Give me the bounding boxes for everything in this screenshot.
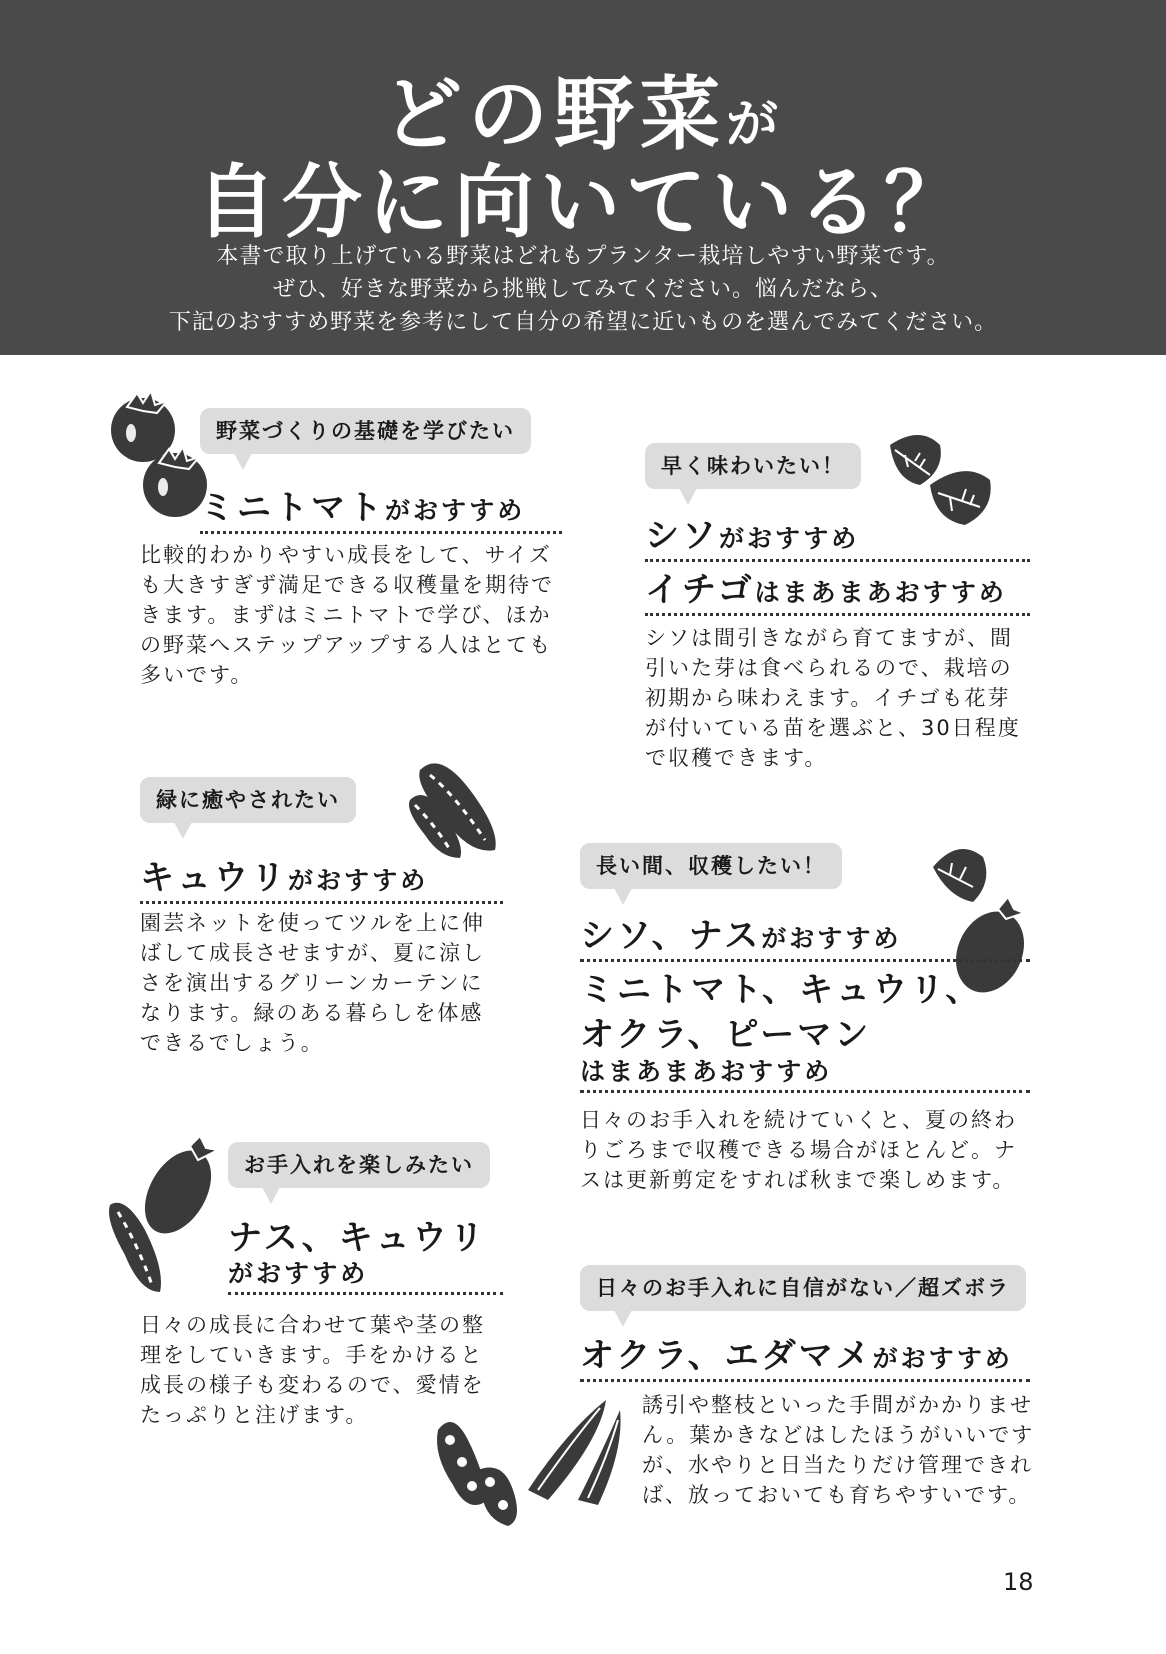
recommendation-secondary-line2: オクラ、ピーマン (580, 1015, 872, 1055)
speech-bubble-low-maintenance: 日々のお手入れに自信がない／超ズボラ (580, 1265, 1026, 1311)
page-title-line1: どの野菜が (381, 68, 784, 161)
recommendation-shiso: シソがおすすめ (645, 508, 1030, 562)
body-text-low-maintenance: 誘引や整枝といった手間がかかりませ ん。葉かきなどはしたほうがいいです が、水やりと日当たりだけ管理できれ ば、放っておいても育ちやすいです。 (642, 1393, 1035, 1507)
recommendation-nasu-kyuri: ナス、キュウリ (228, 1218, 487, 1258)
recommendation-cucumber: キュウリがおすすめ (140, 850, 503, 904)
body-text-enjoy-care: 日々の成長に合わせて葉や茎の整 理をしていきます。手をかけると 成長の様子も変わるので、愛情を たっぷりと注げます。 (140, 1313, 485, 1427)
page-title-line2: 自分に向いている？ (196, 156, 970, 249)
body-text-minitomato: 比較的わかりやすい成長をして、サイズ も大きすぎず満足できる収穫量を期待で きます。まずはミニトマトで学び、ほか の野菜へステップアップする人はとても 多いです。 (140, 543, 554, 687)
recommendation-minitomato: ミニトマトがおすすめ (200, 480, 562, 534)
recommendation-nasu-kyuri-label: がおすすめ (228, 1254, 503, 1295)
page-number: 18 (1003, 1568, 1034, 1596)
speech-bubble-long-harvest: 長い間、収穫したい！ (580, 843, 842, 889)
okra-edamame-icon (428, 1390, 628, 1530)
speech-bubble-early-taste: 早く味わいたい！ (645, 443, 861, 489)
speech-bubble-green-healing: 緑に癒やされたい (140, 777, 356, 823)
body-text-cucumber: 園芸ネットを使ってツルを上に伸 ばして成長させますが、夏に涼し さを演出するグリーンカーテンに なります。緑のある暮らしを体感 できるでしょう。 (140, 911, 485, 1055)
tomato-icon (105, 385, 215, 525)
body-text-long-harvest: 日々のお手入れを続けていくと、夏の終わ りごろまで収穫できる場合がほとんど。ナ スは更新剪定をすれば秋まで楽しめます。 (580, 1108, 1017, 1192)
recommendation-strawberry: イチゴはまあまあおすすめ (645, 562, 1030, 616)
recommendation-secondary-line1: ミニトマト、キュウリ、 (580, 970, 983, 1010)
cucumber-icon (400, 740, 520, 860)
recommendation-secondary-label: はまあまあおすすめ (580, 1052, 1030, 1093)
body-text-shiso: シソは間引きながら育てますが、間 引いた芽は食べられるので、栽培の 初期から味わえます。イチゴも花芽 が付いている苗を選ぶと、30日程度 で収穫できます。 (645, 626, 1021, 770)
intro-text: 本書で取り上げている野菜はどれもプランター栽培しやすい野菜です。 ぜひ、好きな野菜から挑戦してみてください。悩んだなら、 下記のおすすめ野菜を参考にして自分の希望に近いものを選んでみてください。 (168, 244, 998, 335)
speech-bubble-enjoy-care: お手入れを楽しみたい (228, 1142, 490, 1188)
eggplant-cucumber-icon (100, 1130, 230, 1300)
recommendation-okra-edamame: オクラ、エダマメがおすすめ (580, 1328, 1030, 1382)
speech-bubble-basics: 野菜づくりの基礎を学びたい (200, 408, 531, 454)
header-banner (0, 0, 1166, 355)
recommendation-shiso-nasu: シソ、ナスがおすすめ (580, 908, 1030, 962)
